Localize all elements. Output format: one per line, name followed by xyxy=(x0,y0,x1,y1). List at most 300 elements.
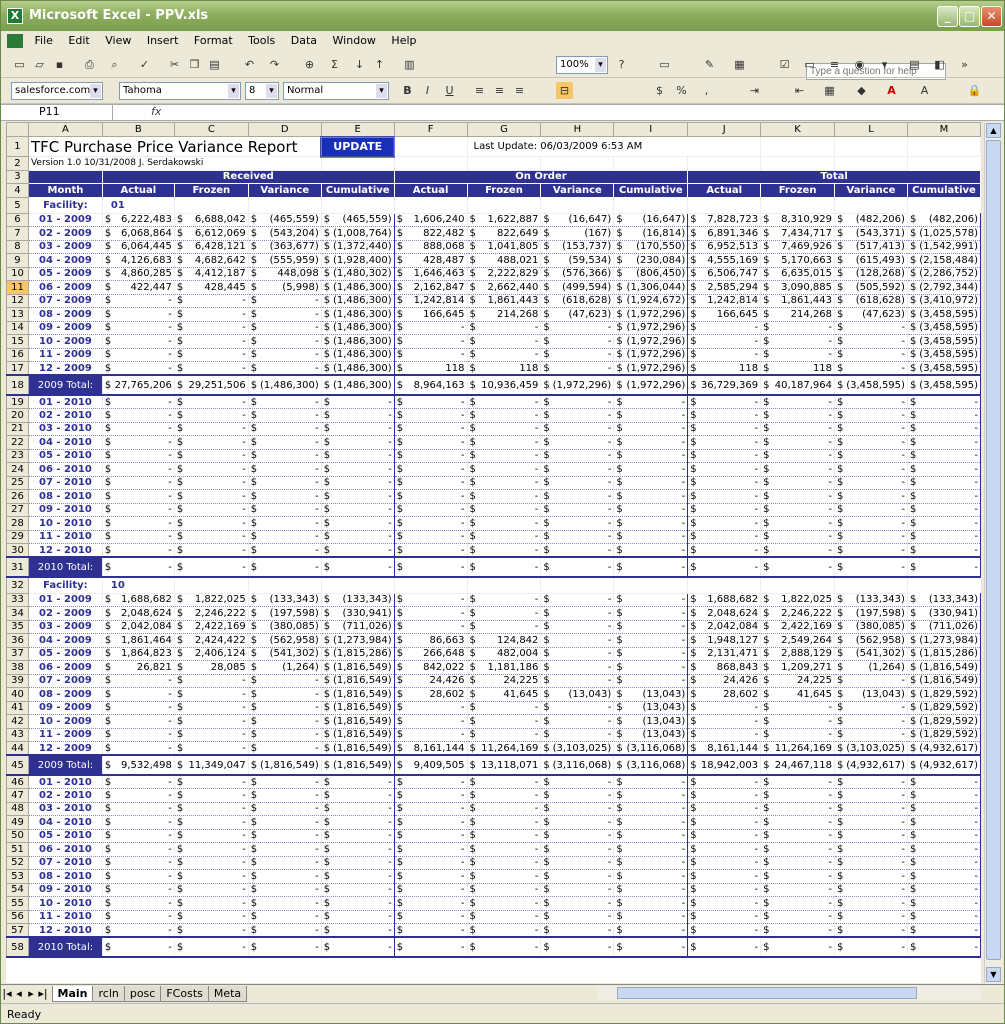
value-cell[interactable]: $ - xyxy=(614,870,688,884)
value-cell[interactable]: $ (555,959) xyxy=(248,254,321,268)
value-cell[interactable]: $ - xyxy=(102,503,174,517)
value-cell[interactable]: $ - xyxy=(467,348,541,362)
value-cell[interactable]: $ - xyxy=(174,503,248,517)
value-cell[interactable]: $ 28,085 xyxy=(174,661,248,675)
value-cell[interactable]: $ (1,829,592) xyxy=(907,688,980,702)
value-cell[interactable]: $ - xyxy=(907,436,980,450)
value-cell[interactable]: $ 24,225 xyxy=(761,674,835,688)
value-cell[interactable]: $ 428,487 xyxy=(394,254,467,268)
row-header[interactable]: 14 xyxy=(7,321,29,335)
row-header[interactable]: 6 xyxy=(7,213,29,227)
column-header[interactable]: L xyxy=(835,123,908,137)
value-cell[interactable]: $ (1,264) xyxy=(835,661,908,675)
column-header[interactable]: G xyxy=(467,123,541,137)
value-cell[interactable]: $ - xyxy=(102,436,174,450)
value-cell[interactable]: $ - xyxy=(102,476,174,490)
value-cell[interactable]: $ - xyxy=(467,593,541,607)
value-cell[interactable]: $ - xyxy=(541,634,614,648)
value-cell[interactable]: $ - xyxy=(761,449,835,463)
fill-color-icon[interactable]: ◆ xyxy=(857,84,866,97)
value-cell[interactable]: $ - xyxy=(541,937,614,957)
row-header[interactable]: 38 xyxy=(7,661,29,675)
menu-view[interactable]: View xyxy=(105,34,132,47)
value-cell[interactable]: $ 1,861,443 xyxy=(467,294,541,308)
tab-rcln[interactable]: rcln xyxy=(92,986,124,1002)
row-header[interactable]: 57 xyxy=(7,924,29,938)
value-cell[interactable]: $ - xyxy=(394,937,467,957)
value-cell[interactable]: $ - xyxy=(907,517,980,531)
tab-main[interactable]: Main xyxy=(52,986,94,1002)
button-control-icon[interactable]: ▭ xyxy=(804,58,815,71)
value-cell[interactable]: $ - xyxy=(248,503,321,517)
value-cell[interactable]: $ - xyxy=(907,422,980,436)
value-cell[interactable]: $ - xyxy=(174,937,248,957)
value-cell[interactable]: $ - xyxy=(541,802,614,816)
value-cell[interactable]: $ 166,645 xyxy=(688,308,761,322)
value-cell[interactable]: $ 26,821 xyxy=(102,661,174,675)
value-cell[interactable]: $ - xyxy=(907,856,980,870)
value-cell[interactable]: $ - xyxy=(394,715,467,729)
sort-desc-icon[interactable]: ↑ xyxy=(374,58,385,71)
value-cell[interactable]: $ (3,458,595) xyxy=(907,362,980,376)
value-cell[interactable]: $ - xyxy=(907,789,980,803)
value-cell[interactable]: $ - xyxy=(248,348,321,362)
value-cell[interactable]: $ - xyxy=(835,728,908,742)
value-cell[interactable]: $ - xyxy=(321,422,394,436)
value-cell[interactable]: $ - xyxy=(761,829,835,843)
value-cell[interactable]: $ - xyxy=(174,436,248,450)
value-cell[interactable]: $ 1,948,127 xyxy=(688,634,761,648)
value-cell[interactable]: $ - xyxy=(761,924,835,938)
value-cell[interactable]: $ - xyxy=(174,530,248,544)
value-cell[interactable]: $ - xyxy=(541,517,614,531)
value-cell[interactable]: $ (1,008,764) xyxy=(321,227,394,241)
value-cell[interactable]: $ (1,972,296) xyxy=(614,321,688,335)
value-cell[interactable]: $ 6,064,445 xyxy=(102,240,174,254)
value-cell[interactable]: $ - xyxy=(102,802,174,816)
value-cell[interactable]: $ - xyxy=(467,557,541,577)
value-cell[interactable]: $ - xyxy=(907,843,980,857)
value-cell[interactable]: $ 4,126,683 xyxy=(102,254,174,268)
value-cell[interactable]: $ - xyxy=(174,321,248,335)
row-header[interactable]: 40 xyxy=(7,688,29,702)
value-cell[interactable]: $ - xyxy=(248,335,321,349)
value-cell[interactable]: $ (5,998) xyxy=(248,281,321,295)
value-cell[interactable]: $ - xyxy=(541,348,614,362)
value-cell[interactable]: $ 13,118,071 xyxy=(467,755,541,775)
value-cell[interactable]: $ - xyxy=(907,937,980,957)
value-cell[interactable]: $ 1,861,443 xyxy=(761,294,835,308)
value-cell[interactable]: $ (1,816,549) xyxy=(248,755,321,775)
value-cell[interactable]: $ (1,542,991) xyxy=(907,240,980,254)
value-cell[interactable]: $ - xyxy=(102,321,174,335)
value-cell[interactable]: $ - xyxy=(907,503,980,517)
value-cell[interactable]: $ - xyxy=(467,490,541,504)
value-cell[interactable]: $ (1,815,286) xyxy=(321,647,394,661)
font-select[interactable]: Tahoma ▾ xyxy=(119,82,241,100)
value-cell[interactable]: $ (1,372,440) xyxy=(321,240,394,254)
value-cell[interactable]: $ - xyxy=(102,544,174,558)
value-cell[interactable]: $ - xyxy=(102,883,174,897)
value-cell[interactable]: $ 888,068 xyxy=(394,240,467,254)
value-cell[interactable]: $ - xyxy=(761,348,835,362)
value-cell[interactable]: $ - xyxy=(394,422,467,436)
row-header[interactable]: 20 xyxy=(7,409,29,423)
value-cell[interactable]: $ - xyxy=(614,517,688,531)
row-header[interactable]: 46 xyxy=(7,775,29,789)
first-sheet-icon[interactable]: |◂ xyxy=(2,987,12,1000)
value-cell[interactable]: $ - xyxy=(688,335,761,349)
value-cell[interactable]: $ - xyxy=(467,816,541,830)
row-header[interactable]: 53 xyxy=(7,870,29,884)
value-cell[interactable]: $ (562,958) xyxy=(248,634,321,648)
value-cell[interactable]: $ - xyxy=(761,870,835,884)
value-cell[interactable]: $ - xyxy=(467,715,541,729)
value-cell[interactable]: $ 2,246,222 xyxy=(174,607,248,621)
value-cell[interactable]: $ (517,413) xyxy=(835,240,908,254)
currency-icon[interactable]: $ xyxy=(656,84,663,97)
value-cell[interactable]: $ 2,422,169 xyxy=(174,620,248,634)
value-cell[interactable]: $ - xyxy=(102,701,174,715)
row-header[interactable]: 15 xyxy=(7,335,29,349)
tab-fcosts[interactable]: FCosts xyxy=(160,986,209,1002)
value-cell[interactable]: $ - xyxy=(321,789,394,803)
value-cell[interactable]: $ (1,829,592) xyxy=(907,701,980,715)
value-cell[interactable]: $ - xyxy=(614,490,688,504)
row-header[interactable]: 55 xyxy=(7,897,29,911)
row-header[interactable]: 24 xyxy=(7,463,29,477)
value-cell[interactable]: $ 5,170,663 xyxy=(761,254,835,268)
value-cell[interactable]: $ - xyxy=(248,294,321,308)
value-cell[interactable]: $ - xyxy=(102,409,174,423)
value-cell[interactable]: $ (1,816,549) xyxy=(321,755,394,775)
value-cell[interactable]: $ 24,426 xyxy=(394,674,467,688)
value-cell[interactable]: $ - xyxy=(907,802,980,816)
value-cell[interactable]: $ - xyxy=(321,557,394,577)
row-header[interactable]: 19 xyxy=(7,395,29,409)
value-cell[interactable]: $ - xyxy=(614,910,688,924)
value-cell[interactable]: $ - xyxy=(102,362,174,376)
menu-edit[interactable]: Edit xyxy=(68,34,90,47)
value-cell[interactable]: $ 10,936,459 xyxy=(467,375,541,395)
value-cell[interactable]: $ 11,264,169 xyxy=(467,742,541,756)
value-cell[interactable]: $ - xyxy=(102,530,174,544)
value-cell[interactable]: $ - xyxy=(688,463,761,477)
value-cell[interactable]: $ (3,458,595) xyxy=(907,321,980,335)
value-cell[interactable]: $ 2,662,440 xyxy=(467,281,541,295)
value-cell[interactable]: $ - xyxy=(248,715,321,729)
value-cell[interactable]: $ - xyxy=(907,463,980,477)
value-cell[interactable]: $ - xyxy=(761,557,835,577)
value-cell[interactable]: $ - xyxy=(761,395,835,409)
column-header[interactable]: M xyxy=(907,123,980,137)
value-cell[interactable]: $ (330,941) xyxy=(321,607,394,621)
value-cell[interactable]: $ (543,204) xyxy=(248,227,321,241)
value-cell[interactable]: $ (3,116,068) xyxy=(541,755,614,775)
pen-icon[interactable]: ✎ xyxy=(704,58,715,71)
value-cell[interactable]: $ - xyxy=(614,924,688,938)
value-cell[interactable]: $ - xyxy=(688,517,761,531)
value-cell[interactable]: $ - xyxy=(467,436,541,450)
value-cell[interactable]: $ - xyxy=(248,308,321,322)
value-cell[interactable]: $ - xyxy=(907,476,980,490)
value-cell[interactable]: $ - xyxy=(394,924,467,938)
value-cell[interactable]: $ - xyxy=(614,802,688,816)
value-cell[interactable]: $ - xyxy=(174,490,248,504)
value-cell[interactable]: $ - xyxy=(541,843,614,857)
value-cell[interactable]: $ - xyxy=(835,348,908,362)
value-cell[interactable]: $ - xyxy=(688,816,761,830)
value-cell[interactable]: $ - xyxy=(761,409,835,423)
copy-icon[interactable]: ❐ xyxy=(189,58,200,71)
value-cell[interactable]: $ - xyxy=(321,897,394,911)
menu-window[interactable]: Window xyxy=(332,34,376,47)
value-cell[interactable]: $ - xyxy=(321,463,394,477)
value-cell[interactable]: $ (13,043) xyxy=(614,688,688,702)
properties-icon[interactable]: ▤ xyxy=(909,58,920,71)
value-cell[interactable]: $ - xyxy=(541,789,614,803)
value-cell[interactable]: $ - xyxy=(248,924,321,938)
value-cell[interactable]: $ (1,816,549) xyxy=(321,674,394,688)
value-cell[interactable]: $ - xyxy=(248,937,321,957)
row-header[interactable]: 3 xyxy=(7,170,29,184)
value-cell[interactable]: $ (3,458,595) xyxy=(907,308,980,322)
column-header[interactable]: E xyxy=(321,123,394,137)
value-cell[interactable]: $ (1,972,296) xyxy=(614,362,688,376)
value-cell[interactable]: $ - xyxy=(688,409,761,423)
value-cell[interactable]: $ - xyxy=(614,937,688,957)
value-cell[interactable]: $ - xyxy=(394,476,467,490)
value-cell[interactable]: $ - xyxy=(688,856,761,870)
value-cell[interactable]: $ (16,647) xyxy=(541,213,614,227)
value-cell[interactable]: $ - xyxy=(835,436,908,450)
maximize-button[interactable]: □ xyxy=(959,6,980,27)
value-cell[interactable]: $ 118 xyxy=(394,362,467,376)
row-header[interactable]: 31 xyxy=(7,557,29,577)
value-cell[interactable]: $ - xyxy=(102,422,174,436)
value-cell[interactable]: $ - xyxy=(174,409,248,423)
value-cell[interactable]: $ - xyxy=(907,395,980,409)
value-cell[interactable]: $ - xyxy=(248,728,321,742)
value-cell[interactable]: $ 1,242,814 xyxy=(394,294,467,308)
value-cell[interactable]: $ - xyxy=(614,557,688,577)
value-cell[interactable]: $ - xyxy=(321,503,394,517)
value-cell[interactable]: $ - xyxy=(174,517,248,531)
italic-icon[interactable]: I xyxy=(425,84,430,97)
value-cell[interactable]: $ - xyxy=(467,856,541,870)
row-header[interactable]: 56 xyxy=(7,910,29,924)
value-cell[interactable]: $ - xyxy=(541,910,614,924)
value-cell[interactable]: $ - xyxy=(541,503,614,517)
value-cell[interactable]: $ (562,958) xyxy=(835,634,908,648)
value-cell[interactable]: $ 6,506,747 xyxy=(688,267,761,281)
value-cell[interactable]: $ - xyxy=(541,335,614,349)
value-cell[interactable]: $ - xyxy=(835,476,908,490)
value-cell[interactable]: $ - xyxy=(102,937,174,957)
value-cell[interactable]: $ - xyxy=(835,910,908,924)
value-cell[interactable]: $ (1,480,302) xyxy=(321,267,394,281)
value-cell[interactable]: $ - xyxy=(467,395,541,409)
value-cell[interactable]: $ - xyxy=(248,775,321,789)
value-cell[interactable]: $ 428,445 xyxy=(174,281,248,295)
column-header[interactable]: K xyxy=(761,123,835,137)
value-cell[interactable]: $ (482,206) xyxy=(835,213,908,227)
bold-icon[interactable]: B xyxy=(403,84,412,97)
value-cell[interactable]: $ - xyxy=(688,490,761,504)
value-cell[interactable]: $ - xyxy=(688,789,761,803)
value-cell[interactable]: $ - xyxy=(541,409,614,423)
value-cell[interactable]: $ - xyxy=(174,544,248,558)
value-cell[interactable]: $ 488,021 xyxy=(467,254,541,268)
value-cell[interactable]: $ 822,649 xyxy=(467,227,541,241)
value-cell[interactable]: $ (1,816,549) xyxy=(321,715,394,729)
value-cell[interactable]: $ (1,486,300) xyxy=(321,281,394,295)
row-header[interactable]: 41 xyxy=(7,701,29,715)
value-cell[interactable]: $ (1,815,286) xyxy=(907,647,980,661)
value-cell[interactable]: $ - xyxy=(248,544,321,558)
value-cell[interactable]: $ - xyxy=(102,816,174,830)
menu-help[interactable]: Help xyxy=(391,34,417,47)
column-header[interactable]: F xyxy=(394,123,467,137)
value-cell[interactable]: $ - xyxy=(835,775,908,789)
next-sheet-icon[interactable]: ▸ xyxy=(28,987,34,1000)
value-cell[interactable]: $ - xyxy=(541,829,614,843)
value-cell[interactable]: $ - xyxy=(467,843,541,857)
value-cell[interactable]: $ - xyxy=(321,395,394,409)
value-cell[interactable]: $ - xyxy=(394,910,467,924)
row-header[interactable]: 58 xyxy=(7,937,29,957)
value-cell[interactable]: $ (330,941) xyxy=(907,607,980,621)
row-header[interactable]: 51 xyxy=(7,843,29,857)
value-cell[interactable]: $ - xyxy=(541,775,614,789)
value-cell[interactable]: $ (3,410,972) xyxy=(907,294,980,308)
value-cell[interactable]: $ - xyxy=(102,348,174,362)
value-cell[interactable]: $ 118 xyxy=(688,362,761,376)
new-icon[interactable]: ▭ xyxy=(14,58,25,71)
value-cell[interactable]: $ - xyxy=(102,910,174,924)
value-cell[interactable]: $ 28,602 xyxy=(394,688,467,702)
value-cell[interactable]: $ 482,004 xyxy=(467,647,541,661)
listbox-control-icon[interactable]: ≡ xyxy=(829,58,840,71)
value-cell[interactable]: $ - xyxy=(394,348,467,362)
value-cell[interactable]: $ - xyxy=(174,463,248,477)
value-cell[interactable]: $ - xyxy=(688,924,761,938)
value-cell[interactable]: $ - xyxy=(907,897,980,911)
row-header[interactable]: 35 xyxy=(7,620,29,634)
value-cell[interactable]: $ (1,264) xyxy=(248,661,321,675)
value-cell[interactable]: $ - xyxy=(541,422,614,436)
row-header[interactable]: 1 xyxy=(7,137,29,157)
value-cell[interactable]: $ (1,486,300) xyxy=(321,362,394,376)
value-cell[interactable]: $ (128,268) xyxy=(835,267,908,281)
value-cell[interactable]: $ (3,103,025) xyxy=(541,742,614,756)
value-cell[interactable]: $ 1,209,271 xyxy=(761,661,835,675)
value-cell[interactable]: $ - xyxy=(614,674,688,688)
row-header[interactable]: 11 xyxy=(7,281,29,295)
value-cell[interactable]: $ - xyxy=(467,530,541,544)
combo-control-icon[interactable]: ▾ xyxy=(881,58,888,71)
value-cell[interactable]: $ 41,645 xyxy=(467,688,541,702)
value-cell[interactable]: $ - xyxy=(467,937,541,957)
value-cell[interactable]: $ 2,424,422 xyxy=(174,634,248,648)
value-cell[interactable]: $ - xyxy=(614,530,688,544)
value-cell[interactable]: $ - xyxy=(541,593,614,607)
value-cell[interactable]: $ - xyxy=(761,436,835,450)
value-cell[interactable]: $ - xyxy=(688,883,761,897)
value-cell[interactable]: $ (1,972,296) xyxy=(614,308,688,322)
value-cell[interactable]: $ - xyxy=(467,422,541,436)
value-cell[interactable]: $ 4,682,642 xyxy=(174,254,248,268)
value-cell[interactable]: $ - xyxy=(174,742,248,756)
value-cell[interactable]: $ - xyxy=(614,647,688,661)
value-cell[interactable]: $ 6,612,069 xyxy=(174,227,248,241)
value-cell[interactable]: $ (230,084) xyxy=(614,254,688,268)
menu-insert[interactable]: Insert xyxy=(146,34,179,47)
value-cell[interactable]: $ - xyxy=(248,362,321,376)
value-cell[interactable]: $ - xyxy=(248,436,321,450)
align-right-icon[interactable]: ≡ xyxy=(514,84,525,97)
value-cell[interactable]: $ 6,891,346 xyxy=(688,227,761,241)
value-cell[interactable]: $ 118 xyxy=(467,362,541,376)
value-cell[interactable]: $ 842,022 xyxy=(394,661,467,675)
value-cell[interactable]: $ - xyxy=(102,856,174,870)
value-cell[interactable]: $ 1,242,814 xyxy=(688,294,761,308)
value-cell[interactable]: $ - xyxy=(761,883,835,897)
horizontal-scroll-thumb[interactable] xyxy=(617,987,917,999)
value-cell[interactable]: $ (4,932,617) xyxy=(907,742,980,756)
value-cell[interactable]: $ 6,952,513 xyxy=(688,240,761,254)
value-cell[interactable]: $ - xyxy=(688,436,761,450)
row-header[interactable]: 32 xyxy=(7,577,29,593)
row-header[interactable]: 17 xyxy=(7,362,29,376)
value-cell[interactable]: $ - xyxy=(614,593,688,607)
value-cell[interactable]: $ 1,688,682 xyxy=(688,593,761,607)
value-cell[interactable]: $ - xyxy=(248,856,321,870)
value-cell[interactable]: $ - xyxy=(761,321,835,335)
value-cell[interactable]: $ - xyxy=(541,661,614,675)
value-cell[interactable]: $ - xyxy=(394,620,467,634)
value-cell[interactable]: $ - xyxy=(835,937,908,957)
value-cell[interactable]: $ (197,598) xyxy=(835,607,908,621)
style-select[interactable]: Normal ▾ xyxy=(283,82,389,100)
open-icon[interactable]: ▱ xyxy=(35,58,44,71)
value-cell[interactable]: $ - xyxy=(174,449,248,463)
value-cell[interactable]: $ - xyxy=(761,789,835,803)
value-cell[interactable]: $ - xyxy=(174,789,248,803)
value-cell[interactable]: $ - xyxy=(614,789,688,803)
row-header[interactable]: 30 xyxy=(7,544,29,558)
value-cell[interactable]: $ (13,043) xyxy=(614,715,688,729)
name-box[interactable]: P11 xyxy=(3,105,113,120)
value-cell[interactable]: $ (47,623) xyxy=(541,308,614,322)
vertical-scrollbar[interactable] xyxy=(984,122,1001,983)
value-cell[interactable]: $ - xyxy=(835,409,908,423)
value-cell[interactable]: $ - xyxy=(761,937,835,957)
value-cell[interactable]: $ - xyxy=(321,937,394,957)
value-cell[interactable]: $ 36,729,369 xyxy=(688,375,761,395)
value-cell[interactable]: $ 1,861,464 xyxy=(102,634,174,648)
value-cell[interactable]: $ - xyxy=(321,856,394,870)
value-cell[interactable]: $ 118 xyxy=(761,362,835,376)
value-cell[interactable]: $ 7,469,926 xyxy=(761,240,835,254)
column-header[interactable]: A xyxy=(28,123,102,137)
value-cell[interactable]: $ 1,822,025 xyxy=(761,593,835,607)
value-cell[interactable]: $ (711,026) xyxy=(907,620,980,634)
value-cell[interactable]: $ - xyxy=(835,674,908,688)
select-all-corner[interactable] xyxy=(7,123,29,137)
value-cell[interactable]: $ 29,251,506 xyxy=(174,375,248,395)
value-cell[interactable]: $ (482,206) xyxy=(907,213,980,227)
